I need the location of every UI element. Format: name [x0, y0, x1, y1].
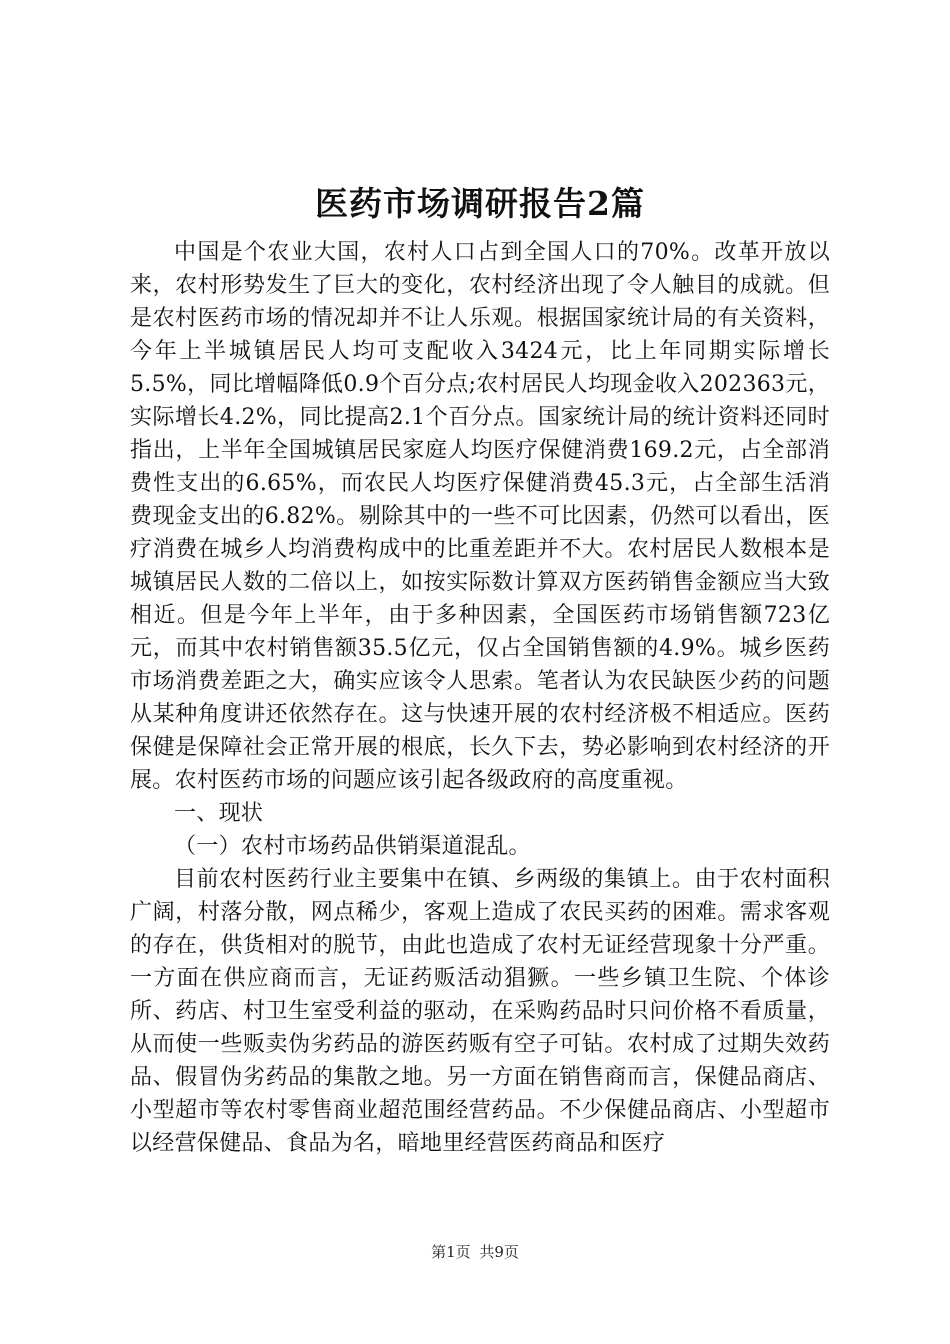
page-number: 第1页 — [431, 1243, 471, 1261]
subsection-heading-channels: （一）农村市场药品供销渠道混乱。 — [174, 834, 531, 859]
section-heading-status: 一、现状 — [174, 801, 264, 826]
page-footer — [0, 1242, 950, 1262]
page-total: 共9页 — [479, 1243, 519, 1261]
paragraph-intro: 中国是个农业大国，农村人口占到全国人口的70%。改革开放以来，农村形势发生了巨大的变化，农村经济出现了令人触目的成就。但是农村医药市场的情况却并不让人乐观。根据国家统计局的有关资料，今年上半城镇居民人均可支配收入3424元，比上年同期实际增长5.5%，同比增幅降低0.9个百分点;农村居民人均现金收入202363元，实际增长4.2%，同比提高2.1个百分点。国家统计局的统计资料还同时指出，上半年全国城镇居民家庭人均医疗保健消费169.2元，占全部消费性支出的6.65%，而农民人均医疗保健消费45.3元，占全部生活消费现金支出的6.82%。剔除其中的一些不可比因素，仍然可以看出，医疗消费在城乡人均消费构成中的比重差距并不大。农村居民人数根本是城镇居民人数的二倍以上，如按实际数计算双方医药销售金额应当大致相近。但是今年上半年，由于多种因素，全国医药市场销售额723亿元，而其中农村销售额35.5亿元，仅占全国销售额的4.9%。城乡医药市场消费差距之大，确实应该令人思索。笔者认为农民缺医少药的问题从某种角度讲还依然存在。这与快速开展的农村经济极不相适应。医药保健是保障社会正常开展的根底，长久下去，势必影响到农村经济的开展。农村医药市场的问题应该引起各级政府的高度重视。 — [130, 240, 830, 793]
document-body — [130, 236, 830, 1160]
document-title: 医药市场调研报告2篇 — [315, 184, 645, 223]
paragraph-channels: 目前农村医药行业主要集中在镇、乡两级的集镇上。由于农村面积广阔，村落分散，网点稀少，客观上造成了农民买药的困难。需求客观的存在，供货相对的脱节，由此也造成了农村无证经营现象十分严重。一方面在供应商而言，无证药贩活动猖獗。一些乡镇卫生院、个体诊所、药店、村卫生室受利益的驱动，在采购药品时只问价格不看质量，从而使一些贩卖伪劣药品的游医药贩有空子可钻。农村成了过期失效药品、假冒伪劣药品的集散之地。另一方面在销售商而言，保健品商店、小型超市等农村零售商业超范围经营药品。不少保健品商店、小型超市以经营保健品、食品为名，暗地里经营医药商品和医疗 — [130, 867, 830, 1156]
